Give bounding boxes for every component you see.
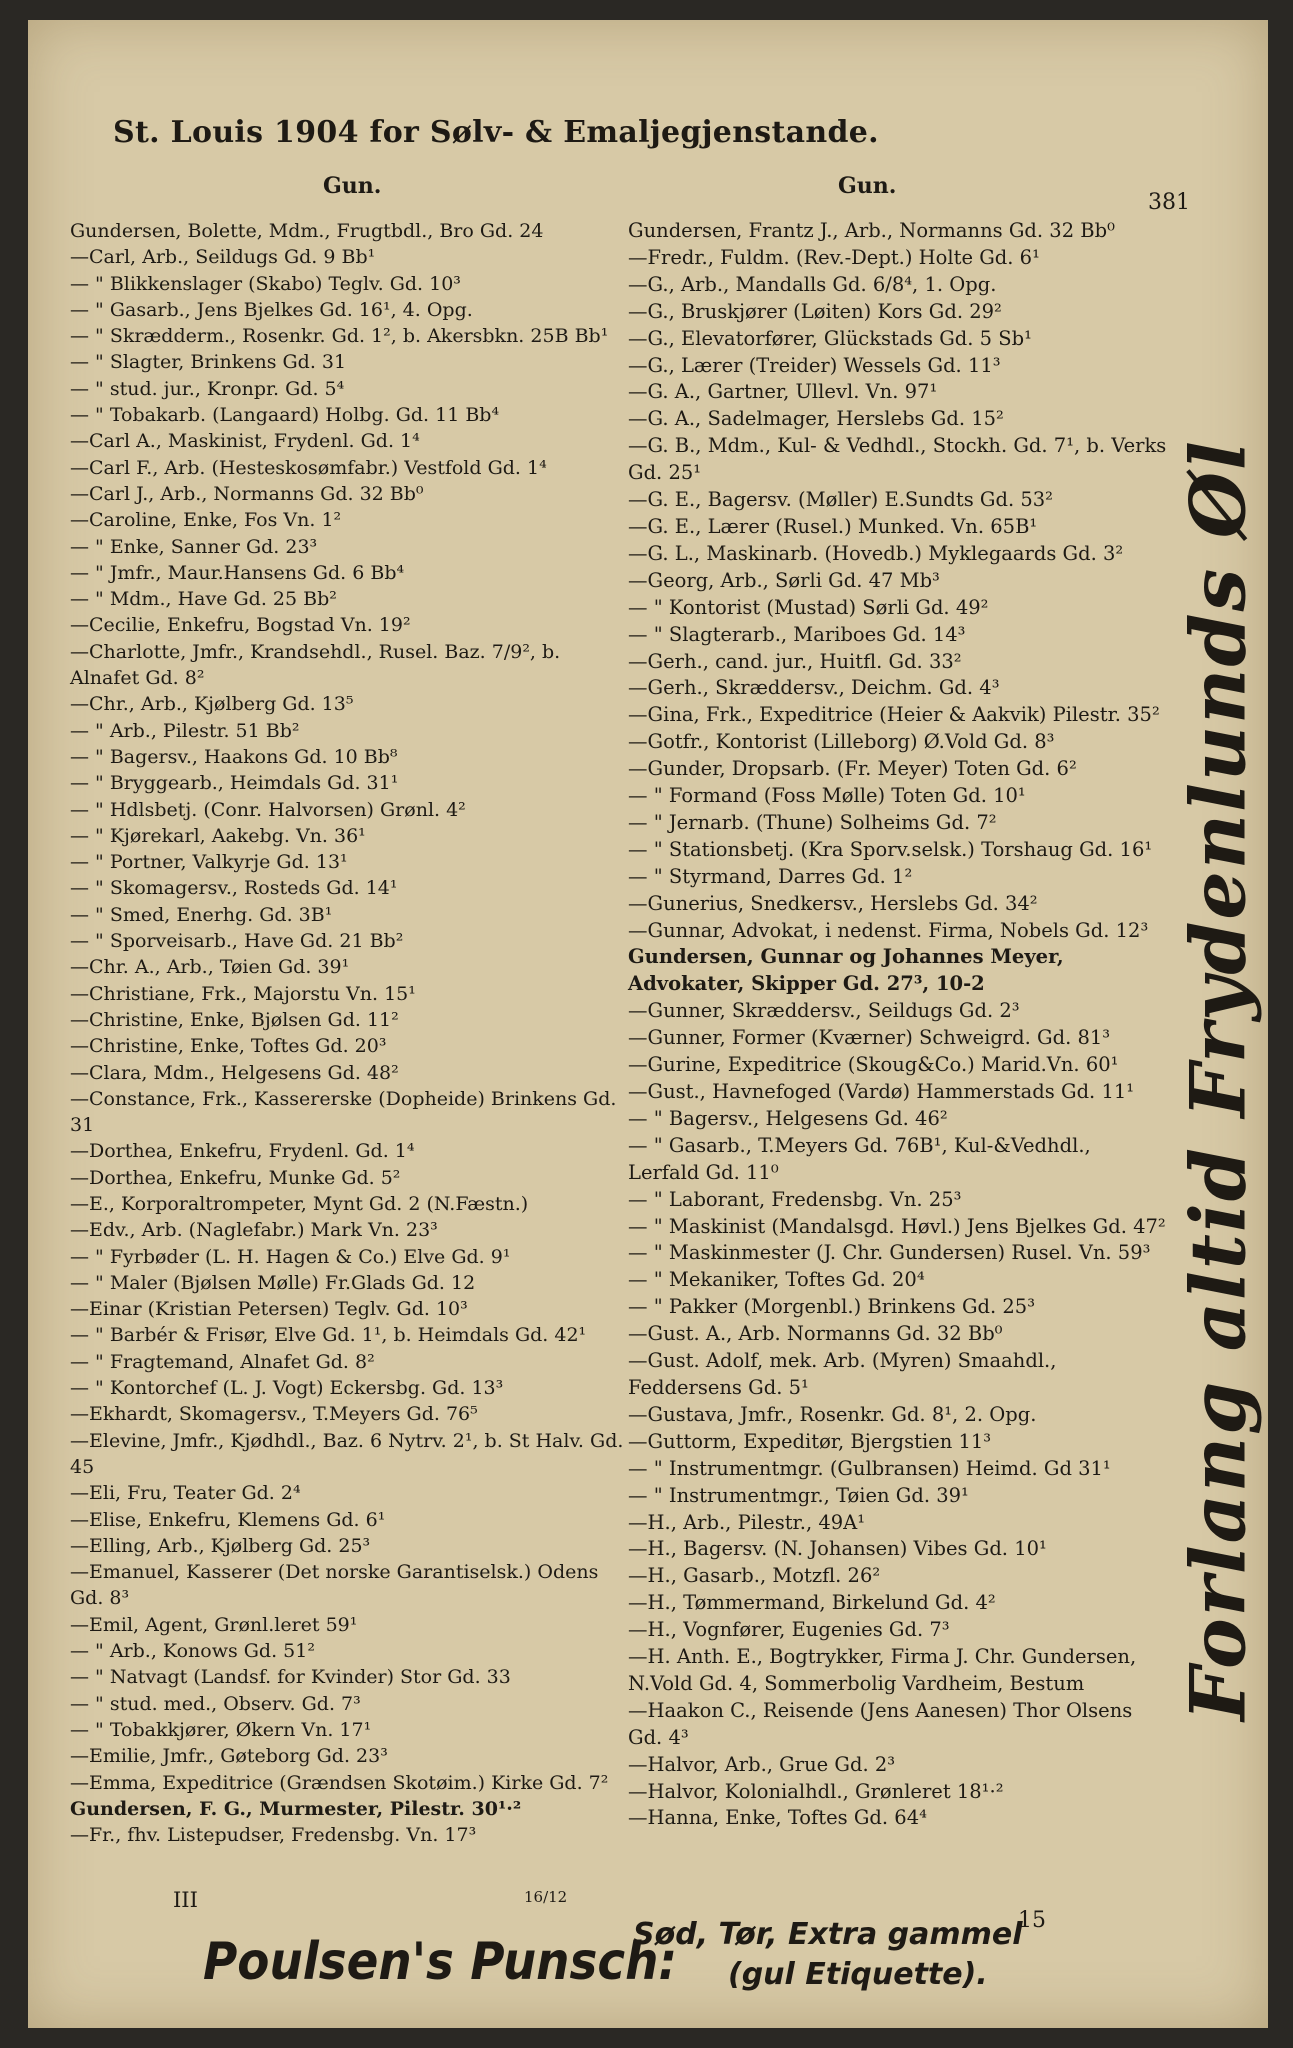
directory-entry: — " Maler (Bjølsen Mølle) Fr.Glads Gd. 12 — [70, 1271, 476, 1294]
directory-entry: — " Jmfr., Maur.Hansens Gd. 6 Bb⁴ — [70, 561, 405, 584]
directory-entry: — " Enke, Sanner Gd. 23³ — [70, 535, 318, 558]
directory-entry: —Georg, Arb., Sørli Gd. 47 Mb³ — [628, 568, 940, 592]
directory-entry: —Fredr., Fuldm. (Rev.-Dept.) Holte Gd. 6¹ — [628, 245, 1040, 269]
directory-entry: —Gust. A., Arb. Normanns Gd. 32 Bb⁰ — [628, 1322, 1003, 1346]
directory-entry: — " Skomagersv., Rosteds Gd. 14¹ — [70, 877, 398, 900]
directory-entry: — " Mdm., Have Gd. 25 Bb² — [70, 588, 337, 611]
directory-entry: — " Fragtemand, Alnafet Gd. 8² — [70, 1350, 375, 1373]
directory-entry: —Elise, Enkefru, Klemens Gd. 6¹ — [70, 1508, 386, 1531]
directory-entry: — " Arb., Konows Gd. 51² — [70, 1640, 315, 1663]
directory-page — [28, 20, 1268, 2028]
vertical-advertisement: Forlang altid Frydenlunds Øl — [1173, 439, 1263, 1721]
directory-entry: — " Tobakarb. (Langaard) Holbg. Gd. 11 Bb⁴ — [70, 404, 500, 427]
directory-entry: — " Natvagt (Landsf. for Kvinder) Stor Gd. 33 — [70, 1666, 511, 1689]
directory-entry: —Gust. Adolf, mek. Arb. (Myren) Smaahdl., Feddersens Gd. 5¹ — [628, 1349, 1057, 1399]
directory-entry: — " Bryggearb., Heimdals Gd. 31¹ — [70, 772, 399, 795]
directory-entry: —Halvor, Kolonialhdl., Grønleret 18¹·² — [628, 1779, 1004, 1803]
ad-line-1: Sød, Tør, Extra gammel — [633, 1917, 1023, 1952]
directory-entry: —Emilie, Jmfr., Gøteborg Gd. 23³ — [70, 1745, 388, 1768]
directory-entry: — " Kontorchef (L. J. Vogt) Eckersbg. Gd. 13³ — [70, 1377, 504, 1400]
directory-entry: — " Kontorist (Mustad) Sørli Gd. 49² — [628, 595, 989, 619]
directory-entry: — " Fyrbøder (L. H. Hagen & Co.) Elve Gd. 9¹ — [70, 1245, 511, 1268]
directory-entry: —Hanna, Enke, Toftes Gd. 64⁴ — [628, 1806, 927, 1830]
directory-entry: — " Jernarb. (Thune) Solheims Gd. 7² — [628, 810, 997, 834]
directory-entry: — " Arb., Pilestr. 51 Bb² — [70, 719, 300, 742]
left-column — [70, 218, 625, 1848]
directory-entry: —G., Arb., Mandalls Gd. 6/8⁴, 1. Opg. — [628, 272, 997, 296]
directory-entry: —G., Lærer (Treider) Wessels Gd. 11³ — [628, 353, 1001, 377]
directory-entry: —G., Bruskjører (Løiten) Kors Gd. 29² — [628, 299, 1002, 323]
sheet-number: 15 — [1018, 1908, 1046, 1933]
directory-entry: — " Slagterarb., Mariboes Gd. 14³ — [628, 622, 966, 646]
directory-entry: —Eli, Fru, Teater Gd. 2⁴ — [70, 1482, 301, 1505]
directory-entry: —Emanuel, Kasserer (Det norske Garantiselsk.) Odens Gd. 8³ — [70, 1561, 599, 1610]
directory-entry: — " Instrumentmgr., Tøien Gd. 39¹ — [628, 1483, 969, 1507]
directory-entry: —Christine, Enke, Bjølsen Gd. 11² — [70, 1008, 399, 1031]
directory-entry: —Gunnar, Advokat, i nedenst. Firma, Nobels Gd. 12³ — [628, 918, 1149, 942]
directory-entry: —Fr., fhv. Listepudser, Fredensbg. Vn. 17³ — [70, 1824, 477, 1847]
directory-entry: — " Portner, Valkyrje Gd. 13¹ — [70, 851, 348, 874]
directory-entry: —Halvor, Arb., Grue Gd. 2³ — [628, 1752, 896, 1776]
running-head-left: Gun. — [323, 173, 382, 199]
directory-entry: —Edv., Arb. (Naglefabr.) Mark Vn. 23³ — [70, 1219, 438, 1242]
directory-entry: —H., Arb., Pilestr., 49A¹ — [628, 1510, 866, 1534]
directory-entry: —Gerh., Skræddersv., Deichm. Gd. 4³ — [628, 676, 1000, 700]
directory-entry: —Carl F., Arb. (Hesteskosømfabr.) Vestfold Gd. 1⁴ — [70, 456, 547, 479]
directory-entry: —Christine, Enke, Toftes Gd. 20³ — [70, 1035, 387, 1058]
sheet-signature: III — [173, 1888, 198, 1912]
directory-entry: — " Formand (Foss Mølle) Toten Gd. 10¹ — [628, 784, 1026, 808]
directory-entry: —E., Korporaltrompeter, Mynt Gd. 2 (N.Fæstn.) — [70, 1192, 529, 1215]
directory-entry: — " Pakker (Morgenbl.) Brinkens Gd. 25³ — [628, 1295, 1036, 1319]
directory-entry: —Gust., Havnefoged (Vardø) Hammerstads Gd. 11¹ — [628, 1080, 1135, 1103]
directory-entry: —Gustava, Jmfr., Rosenkr. Gd. 8¹, 2. Opg. — [628, 1402, 1037, 1426]
directory-entry: —Clara, Mdm., Helgesens Gd. 48² — [70, 1061, 399, 1084]
directory-entry: Gundersen, Bolette, Mdm., Frugtbdl., Bro Gd. 24 — [70, 220, 544, 242]
directory-entry: —Gunner, Skræddersv., Seildugs Gd. 2³ — [628, 999, 1020, 1023]
directory-entry: —Gina, Frk., Expeditrice (Heier & Aakvik) Pilestr. 35² — [628, 703, 1160, 727]
directory-entry: —H., Bagersv. (N. Johansen) Vibes Gd. 10¹ — [628, 1537, 1047, 1561]
directory-entry: —Emil, Agent, Grønl.leret 59¹ — [70, 1613, 358, 1636]
ad-line-2: (gul Etiquette). — [728, 1957, 988, 1992]
directory-entry: — " Instrumentmgr. (Gulbransen) Heimd. Gd 31¹ — [628, 1456, 1111, 1480]
directory-entry: — " Sporveisarb., Have Gd. 21 Bb² — [70, 930, 404, 953]
directory-entry: — " Mekaniker, Toftes Gd. 20⁴ — [628, 1268, 925, 1292]
directory-entry: —H. Anth. E., Bogtrykker, Firma J. Chr. Gundersen, N.Vold Gd. 4, Sommerbolig Vardheim, Bestum — [628, 1645, 1137, 1695]
directory-entry: —Dorthea, Enkefru, Frydenl. Gd. 1⁴ — [70, 1140, 415, 1163]
directory-entry: —G. E., Bagersv. (Møller) E.Sundts Gd. 53² — [628, 488, 1053, 512]
directory-entry: — " Barbér & Frisør, Elve Gd. 1¹, b. Heimdals Gd. 42¹ — [70, 1324, 587, 1347]
directory-entry: —Gerh., cand. jur., Huitfl. Gd. 33² — [628, 649, 962, 673]
directory-entry: — " Hdlsbetj. (Conr. Halvorsen) Grønl. 4² — [70, 798, 466, 821]
directory-entry: —G., Elevatorfører, Glückstads Gd. 5 Sb¹ — [628, 326, 1032, 350]
directory-entry: — " Smed, Enerhg. Gd. 3B¹ — [70, 903, 333, 926]
running-head-right: Gun. — [838, 173, 897, 199]
directory-entry: —Carl A., Maskinist, Frydenl. Gd. 1⁴ — [70, 430, 420, 453]
directory-entry: — " Slagter, Brinkens Gd. 31 — [70, 351, 347, 374]
directory-entry: Gundersen, Gunnar og Johannes Meyer, Advokater, Skipper Gd. 27³, 10-2 — [628, 945, 1064, 996]
directory-entry: —Gotfr., Kontorist (Lilleborg) Ø.Vold Gd. 8³ — [628, 730, 1055, 754]
directory-entry: —Cecilie, Enkefru, Bogstad Vn. 19² — [70, 614, 411, 637]
directory-entry: —Einar (Kristian Petersen) Teglv. Gd. 10³ — [70, 1298, 468, 1321]
directory-entry: —Constance, Frk., Kassererske (Dopheide) Brinkens Gd. 31 — [70, 1087, 617, 1137]
directory-entry: —Ekhardt, Skomagersv., T.Meyers Gd. 76⁵ — [70, 1403, 478, 1426]
header-advertisement: St. Louis 1904 for Sølv- & Emaljegjenstande. — [113, 115, 879, 150]
directory-entry: — " Tobakkjører, Økern Vn. 17¹ — [70, 1718, 372, 1741]
directory-entry: —H., Vognfører, Eugenies Gd. 7³ — [628, 1618, 950, 1642]
directory-entry: — " Blikkenslager (Skabo) Teglv. Gd. 10³ — [70, 272, 461, 295]
directory-entry: —Caroline, Enke, Fos Vn. 1² — [70, 509, 342, 532]
directory-entry: — " stud. med., Observ. Gd. 7³ — [70, 1692, 361, 1715]
directory-entry: —Gunerius, Snedkersv., Herslebs Gd. 34² — [628, 891, 1038, 915]
directory-entry: —G. B., Mdm., Kul- & Vedhdl., Stockh. Gd. 7¹, b. Verks Gd. 25¹ — [628, 434, 1167, 485]
directory-entry: —Emma, Expeditrice (Grændsen Skotøim.) Kirke Gd. 7² — [70, 1771, 609, 1794]
directory-entry: —G. E., Lærer (Rusel.) Munked. Vn. 65B¹ — [628, 514, 1038, 538]
directory-entry: —Carl, Arb., Seildugs Gd. 9 Bb¹ — [70, 246, 376, 269]
bottom-advertisement-sub — [633, 1915, 1023, 1995]
directory-entry: — " stud. jur., Kronpr. Gd. 5⁴ — [70, 377, 345, 400]
directory-entry: —Charlotte, Jmfr., Krandsehdl., Rusel. Baz. 7/9², b. Alnafet Gd. 8² — [70, 640, 561, 690]
directory-entry: —Guttorm, Expeditør, Bjergstien 11³ — [628, 1429, 992, 1453]
right-column — [628, 218, 1168, 1832]
directory-entry: —Elevine, Jmfr., Kjødhdl., Baz. 6 Nytrv. 2¹, b. St Halv. Gd. 45 — [70, 1429, 624, 1478]
directory-entry: — " Gasarb., Jens Bjelkes Gd. 16¹, 4. Opg. — [70, 298, 473, 321]
directory-entry: Gundersen, Frantz J., Arb., Normanns Gd. 32 Bb⁰ — [628, 219, 1115, 242]
directory-entry: —G. L., Maskinarb. (Hovedb.) Myklegaards Gd. 3² — [628, 541, 1124, 565]
directory-entry: — " Skrædderm., Rosenkr. Gd. 1², b. Akersbkn. 25B Bb¹ — [70, 325, 609, 348]
directory-entry: —Carl J., Arb., Normanns Gd. 32 Bb⁰ — [70, 482, 424, 505]
directory-entry: — " Styrmand, Darres Gd. 1² — [628, 864, 913, 888]
directory-entry: —Gunder, Dropsarb. (Fr. Meyer) Toten Gd. 6² — [628, 757, 1077, 781]
directory-entry: —Dorthea, Enkefru, Munke Gd. 5² — [70, 1166, 401, 1189]
bottom-advertisement: Poulsen's Punsch: — [203, 1932, 678, 1992]
directory-entry: — " Stationsbetj. (Kra Sporv.selsk.) Torshaug Gd. 16¹ — [628, 837, 1153, 861]
directory-entry: —Haakon C., Reisende (Jens Aanesen) Thor Olsens Gd. 4³ — [628, 1698, 1133, 1749]
directory-entry: —Christiane, Frk., Majorstu Vn. 15¹ — [70, 982, 416, 1005]
directory-entry: —Elling, Arb., Kjølberg Gd. 25³ — [70, 1534, 371, 1557]
directory-entry: —Gunner, Former (Kværner) Schweigrd. Gd. 81³ — [628, 1026, 1111, 1050]
directory-entry: — " Maskinmester (J. Chr. Gundersen) Rusel. Vn. 59³ — [628, 1241, 1151, 1265]
directory-entry: —G. A., Gartner, Ullevl. Vn. 97¹ — [628, 380, 938, 404]
date-fraction: 16/12 — [524, 1888, 568, 1906]
directory-entry: —Chr., Arb., Kjølberg Gd. 13⁵ — [70, 693, 354, 716]
directory-entry: — " Kjørekarl, Aakebg. Vn. 36¹ — [70, 824, 366, 847]
directory-entry: —Chr. A., Arb., Tøien Gd. 39¹ — [70, 956, 350, 979]
directory-entry: Gundersen, F. G., Murmester, Pilestr. 30¹·² — [70, 1797, 522, 1820]
directory-entry: — " Gasarb., T.Meyers Gd. 76B¹, Kul-&Vedhdl., Lerfald Gd. 11⁰ — [628, 1133, 1091, 1184]
directory-entry: — " Laborant, Fredensbg. Vn. 25³ — [628, 1187, 962, 1211]
directory-entry: —G. A., Sadelmager, Herslebs Gd. 15² — [628, 407, 1004, 431]
directory-entry: — " Bagersv., Helgesens Gd. 46² — [628, 1106, 948, 1130]
page-number: 381 — [1148, 190, 1190, 215]
directory-entry: — " Bagersv., Haakons Gd. 10 Bb⁸ — [70, 745, 398, 768]
directory-entry: —H., Gasarb., Motzfl. 26² — [628, 1564, 881, 1588]
directory-entry: — " Maskinist (Mandalsgd. Høvl.) Jens Bjelkes Gd. 47² — [628, 1214, 1166, 1238]
directory-entry: —H., Tømmermand, Birkelund Gd. 4² — [628, 1591, 996, 1615]
directory-entry: —Gurine, Expeditrice (Skoug&Co.) Marid.Vn. 60¹ — [628, 1053, 1119, 1077]
